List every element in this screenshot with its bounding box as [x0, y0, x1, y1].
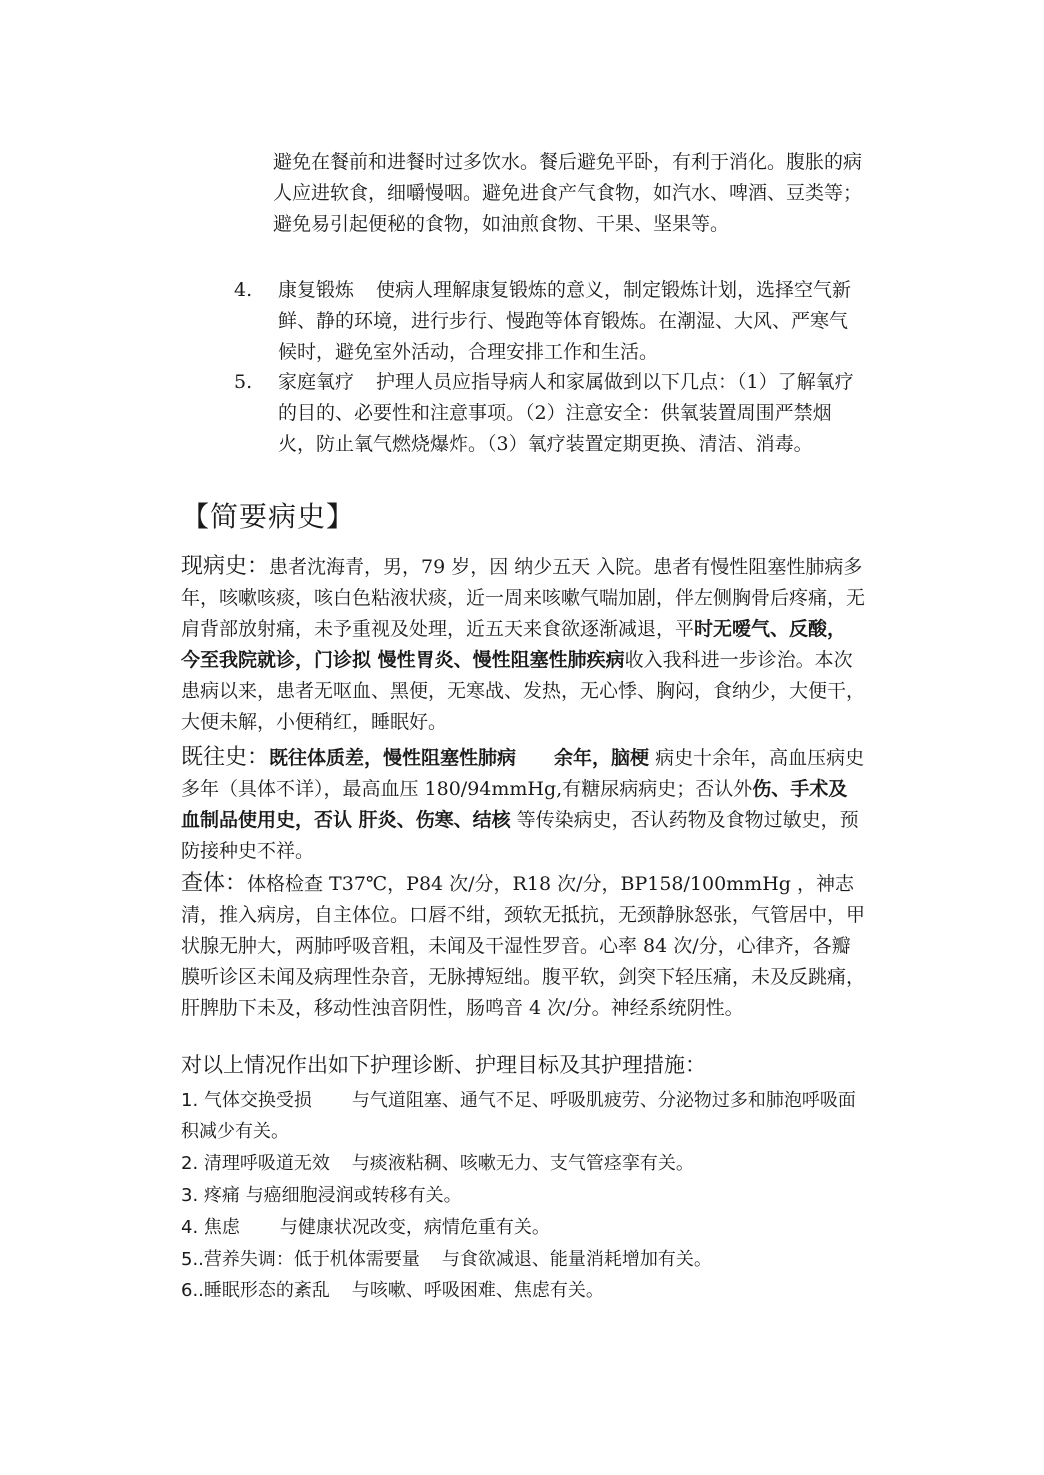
present-history-label: 现病史：: [181, 554, 270, 579]
diagnosis-label: 4. 焦虑: [181, 1217, 240, 1238]
list-title: 康复锻炼: [278, 279, 355, 301]
past-history-label: 既往史：: [181, 745, 270, 770]
list-text: [278, 275, 865, 368]
diagnosis-label: 3. 疼痛: [181, 1185, 240, 1206]
diagnosis-reason: 与咳嗽、呼吸困难、焦虑有关。: [351, 1280, 604, 1301]
section-heading: 【简要病史】: [181, 500, 356, 533]
diagnosis-label: 1. 气体交换受损: [181, 1090, 312, 1111]
list-text: [278, 367, 865, 460]
diagnosis-item: [181, 1275, 865, 1306]
past-history-text: 病史十余年，高血压病史多年（具体不详），最高血压 180/94mmHg,有糖尿病病史；否认外: [181, 747, 865, 800]
present-history: [181, 551, 865, 738]
physical-exam-text: 体格检查 T37℃，P84 次/分，R18 次/分，BP158/100mmHg ，神志清，推入病房，自主体位。口唇不绀，颈软无抵抗，无颈静脉怒张，气管居中，甲状腺无肿大，两肺呼吸音粗，未闻及干湿性罗音。心率 84 次/分，心律齐，各瓣膜听诊区未闻及病理性杂音，无脉搏短绌。腹平软，剑突下轻压痛，未及反跳痛，肝脾肋下未及，移动性浊音阴性，肠鸣音 4 次/分。神经系统阴性。: [181, 873, 866, 1019]
physical-exam: [181, 868, 865, 1024]
past-history: [181, 742, 865, 867]
diagnosis-item: [181, 1180, 865, 1211]
present-history-text-2: 收入我科进一步诊治。本次患病以来，患者无呕血、黑便，无寒战、发热，无心悸、胸闷，食纳少，大便干，大便未解，小便稍红，睡眠好。: [181, 649, 866, 733]
diet-paragraph: 避免在餐前和进餐时过多饮水。餐后避免平卧，有利于消化。腹胀的病人应进软食，细嚼慢咽。避免进食产气食物，如汽水、啤酒、豆类等；避免易引起便秘的食物，如油煎食物、干果、坚果等。: [273, 151, 863, 235]
diagnosis-item: [181, 1244, 865, 1275]
list-number: 4.: [234, 279, 253, 301]
physical-exam-label: 查体：: [181, 871, 248, 896]
diagnosis-reason: 与食欲减退、能量消耗增加有关。: [441, 1249, 712, 1270]
plan-intro: 对以上情况作出如下护理诊断、护理目标及其护理措施：: [181, 1053, 706, 1077]
diagnosis-reason: 与痰液粘稠、咳嗽无力、支气管痉挛有关。: [351, 1153, 694, 1174]
diagnosis-item: [181, 1212, 865, 1243]
list-title: 家庭氧疗: [278, 371, 355, 393]
diagnosis-label: 6..睡眠形态的紊乱: [181, 1280, 330, 1301]
list-number: 5.: [234, 371, 253, 393]
past-history-bold: 既往体质差，慢性阻塞性肺病 余年，脑梗: [269, 747, 650, 769]
diagnosis-label: 5..营养失调：低于机体需要量: [181, 1249, 420, 1270]
diagnosis-item: [181, 1148, 865, 1179]
present-history-text: 患者沈海青，男，79 岁，因 纳少五天 入院。患者有慢性阻塞性肺病多年，咳嗽咳痰，咳白色粘液状痰，近一周来咳嗽气喘加剧，伴左侧胸骨后疼痛，无肩背部放射痛，未予重视及处理，近五天来食欲逐渐减退，平: [181, 556, 866, 640]
past-history-text-2: 等传染病史，否认药物及食物过敏史，预防接种史不祥。: [181, 809, 859, 862]
diagnosis-label: 2. 清理呼吸道无效: [181, 1153, 330, 1174]
list-body: 使病人理解康复锻炼的意义，制定锻炼计划，选择空气新鲜、静的环境，进行步行、慢跑等体育锻炼。在潮湿、大风、严寒气候时，避免室外活动，合理安排工作和生活。: [278, 279, 852, 363]
diagnosis-reason: 与气道阻塞、通气不足、呼吸肌疲劳、分泌物过多和肺泡呼吸面积减少有关。: [181, 1090, 856, 1142]
diagnosis-reason: 与癌细胞浸润或转移有关。: [245, 1185, 462, 1206]
present-history-bold: 时无嗳气、反酸，今至我院就诊，门诊拟 慢性胃炎、慢性阻塞性肺疾病: [181, 618, 847, 671]
diagnosis-reason: 与健康状况改变，病情危重有关。: [279, 1217, 550, 1238]
diagnosis-item: [181, 1085, 865, 1147]
past-history-bold-2: 伤、手术及血制品使用史，否认 肝炎、伤寒、结核: [181, 778, 848, 831]
list-body: 护理人员应指导病人和家属做到以下几点：（1）了解氧疗的目的、必要性和注意事项。（2）注意安全：供氧装置周围严禁烟火，防止氧气燃烧爆炸。（3）氧疗装置定期更换、清洁、消毒。: [278, 371, 854, 455]
